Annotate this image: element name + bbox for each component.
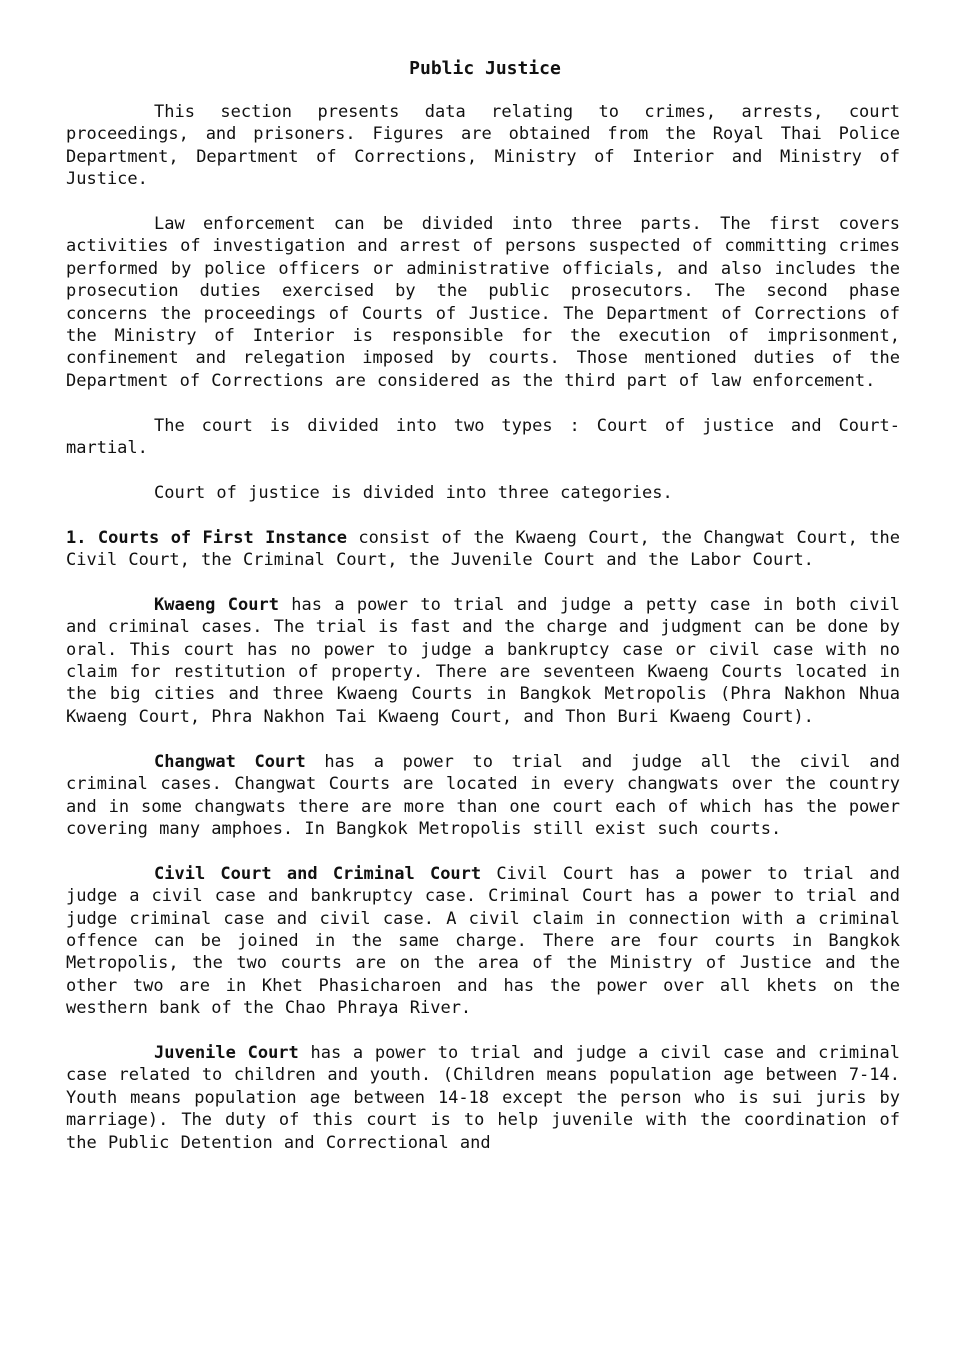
document-page: [66, 58, 900, 1176]
paragraph-intro: [66, 101, 900, 191]
paragraph-civil-criminal-court: [66, 863, 900, 1020]
paragraph-law-enforcement: [66, 213, 900, 392]
paragraph-text: has a power to trial and judge a petty case in both civil and criminal cases. The trial is fast and the charge and judgment can be done by oral. This court has no power to judge a bankruptcy case or civil case with no claim for restitution of property. There are seventeen Kwaeng Courts located in the big cities and three Kwaeng Courts in Bangkok Metropolis (Phra Nakhon Nhua Kwaeng Court, Phra Nakhon Tai Kwaeng Court, and Thon Buri Kwaeng Court).: [66, 594, 900, 727]
paragraph-lead: Juvenile Court: [154, 1042, 299, 1063]
paragraph-text: Law enforcement can be divided into three parts. The first covers activities of investigation and arrest of persons suspected of committing crimes performed by police officers or administrative officials, and also includes the prosecution duties exercised by the public prosecutors. The second phase concerns the proceedings of Courts of Justice. The Department of Corrections of the Ministry of Interior is responsible for the execution of imprisonment, confinement and relegation imposed by courts. Those mentioned duties of the Department of Corrections are considered as the third part of law enforcement.: [66, 214, 900, 391]
paragraph-court-types: [66, 415, 900, 460]
paragraph-lead: Kwaeng Court: [154, 594, 279, 615]
paragraph-text: has a power to trial and judge all the civil and criminal cases. Changwat Courts are located in every changwats over the country and in some changwats there are more than one court each of which has the power covering many amphoes. In Bangkok Metropolis still exist such courts.: [66, 751, 900, 839]
paragraph-juvenile-court: [66, 1042, 900, 1154]
paragraph-text: Civil Court has a power to trial and judge a civil case and bankruptcy case. Criminal Court has a power to trial and judge criminal case and civil case. A civil claim in connection with a criminal offence can be joined in the same charge. There are four courts in Bangkok Metropolis, the two courts are on the area of the Ministry of Justice and the other two are in Khet Phasicharoen and has the power over all khets on the westhern bank of the Chao Phraya River.: [66, 863, 900, 1019]
paragraph-text: This section presents data relating to crimes, arrests, court proceedings, and prisoners. Figures are obtained from the Royal Thai Police Department, Department of Corrections, Ministry of Interior and Ministry of Justice.: [66, 102, 900, 190]
paragraph-text: has a power to trial and judge a civil case and criminal case related to children and youth. (Children means population age between 7-14. Youth means population age between 14-18 except the person who is sui juris by marriage). The duty of this court is to help juvenile with the coordination of the Public Detention and Correctional and: [66, 1042, 900, 1153]
paragraph-changwat-court: [66, 751, 900, 841]
paragraph-text: Court of justice is divided into three categories.: [154, 482, 673, 503]
paragraph-text: The court is divided into two types : Court of justice and Court-martial.: [66, 415, 900, 459]
page-title: Public Justice: [409, 58, 561, 79]
paragraph-lead: 1. Courts of First Instance: [66, 527, 348, 548]
paragraph-lead: Civil Court and Criminal Court: [154, 863, 482, 884]
paragraph-court-categories: [66, 482, 900, 504]
paragraph-text: consist of the Kwaeng Court, the Changwat Court, the Civil Court, the Criminal Court, the Juvenile Court and the Labor Court.: [66, 527, 901, 571]
paragraph-kwaeng-court: [66, 594, 900, 728]
paragraph-lead: Changwat Court: [154, 751, 306, 772]
paragraph-courts-first-instance: [66, 527, 900, 572]
